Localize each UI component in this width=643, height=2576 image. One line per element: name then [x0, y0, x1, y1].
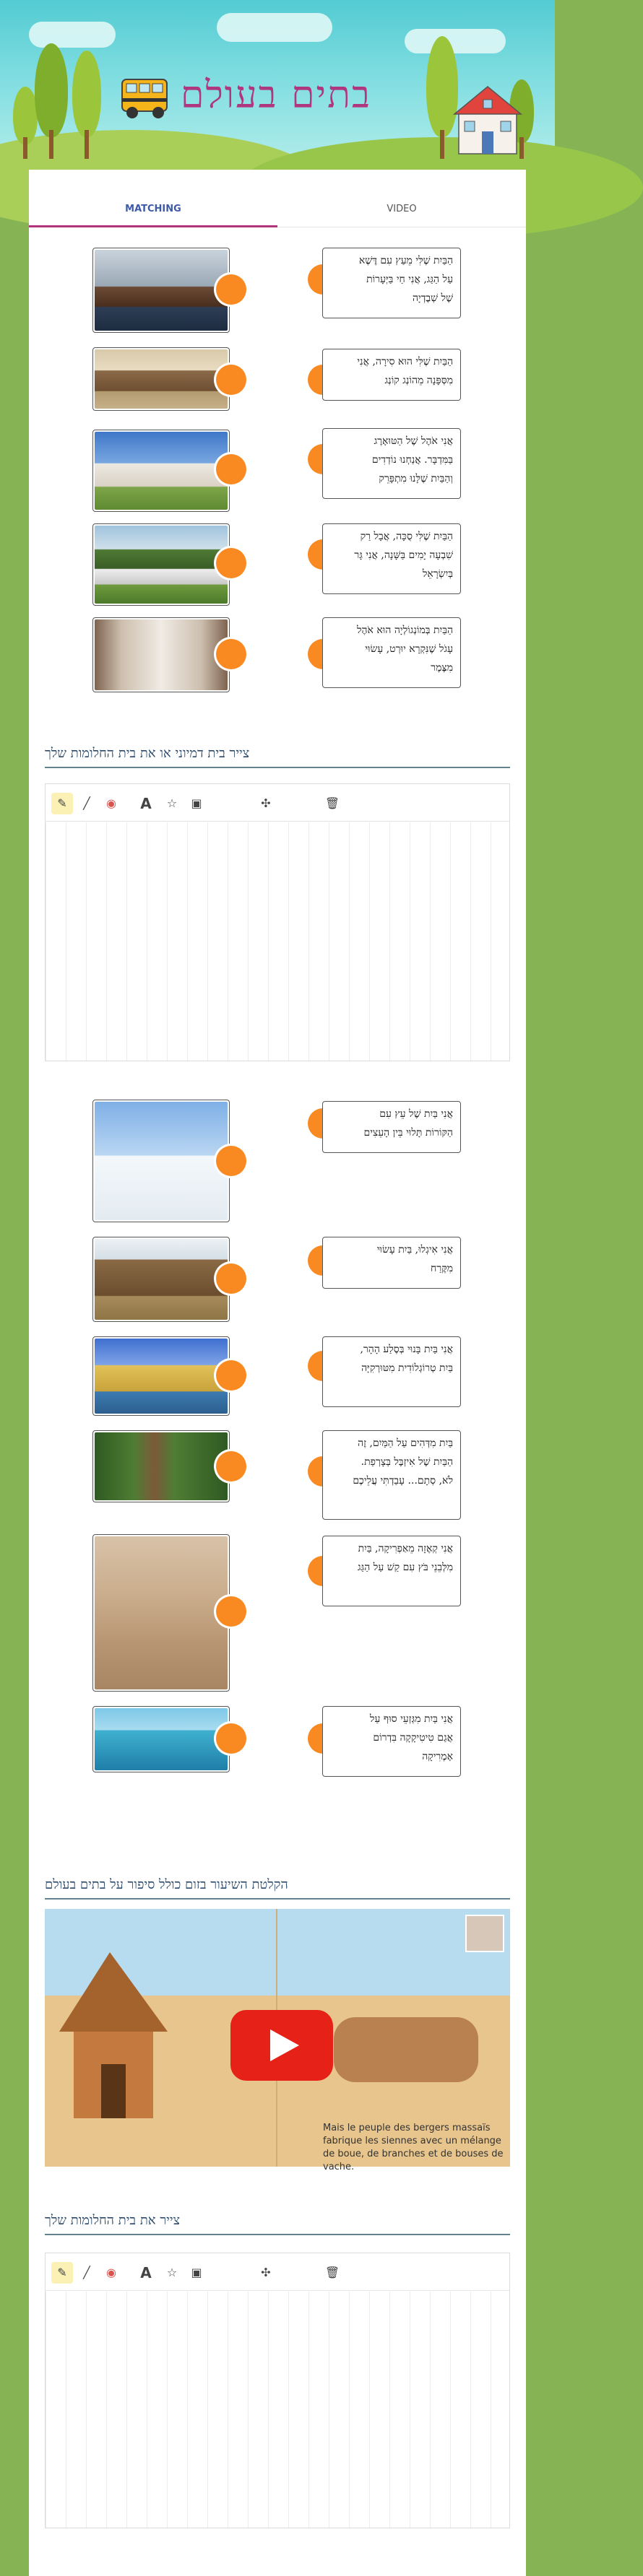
header-banner — [0, 0, 555, 170]
drawing-toolbar — [46, 784, 509, 822]
match-text-card[interactable]: אֲנִי אֹהֶל שֶׁל הַטּוּאָרֶג בַּמִּדְבָּר. אֲנַחְנוּ נוֹדְדִים וְהַבַּיִת שֶׁלָּנוּ מִתְפָּרֵק — [322, 428, 461, 499]
tree — [72, 51, 108, 159]
match-text-card[interactable]: הַבַּיִת שֶׁלִּי סֻכָּה, אֲבָל רַק שִׁבְעָה יָמִים בַּשָּׁנָה, אֲנִי גָּר בְּיִשְׂרָאֵל — [322, 523, 461, 594]
bedouin-tent-image — [95, 619, 228, 690]
match-text-card[interactable]: בַּיִת מִדְּהִים עַל הַמַּיִם, זֶה הַבַּיִת שֶׁל אִיזְבֶּל בְּצָרְפַת. לֹא, סְתָם... עָבַדְתִּי עֲלֵיכֶם — [322, 1430, 461, 1520]
match-image-sukkah — [92, 523, 230, 606]
brush-icon[interactable]: ╱ — [83, 796, 90, 810]
color-wheel-icon[interactable]: ◉ — [106, 2266, 116, 2279]
match-dot-left[interactable] — [216, 548, 246, 578]
match-text-card[interactable]: אֲנִי בַּיִת מִגְּזְעֵי סוּף עַל אֲגַם טִיטִיקָקָה בִּדְרוֹם אָמֶרִיקָה — [322, 1706, 461, 1777]
hut-image — [95, 1239, 228, 1320]
activity-panel — [29, 170, 526, 2576]
play-button[interactable] — [230, 2010, 333, 2081]
drawing-tool — [45, 783, 510, 1061]
sukkah-image — [95, 526, 228, 604]
match-image-treehouse — [92, 1430, 230, 1502]
match-dot-left[interactable] — [216, 454, 246, 484]
video-player[interactable] — [45, 1909, 510, 2172]
match-text-card[interactable]: הַבַּיִת שֶׁלִּי הוּא סִירָה, אֲנִי מִסְּפָּנָה מֵהוֹנְג קוֹנְג — [322, 349, 461, 401]
drawing-toolbar — [46, 2253, 509, 2291]
match-dot-left[interactable] — [216, 1360, 246, 1391]
yurt-image — [95, 432, 228, 510]
move-icon[interactable]: ✣ — [261, 2266, 271, 2279]
match-text-card[interactable]: אֲנִי אִיגְלוּ, בַּיִת עָשׂוּי מִקֶּרַח — [322, 1237, 461, 1289]
match-dot-left[interactable] — [216, 274, 246, 305]
text-icon[interactable]: A — [140, 2264, 152, 2281]
match-text-card[interactable]: אֲנִי בַּיִת שֶׁל עֵץ עִם הַקּוֹרוֹת תָּלוּי בֵּין הָעֵצִים — [322, 1101, 461, 1153]
presenter-avatar — [465, 1915, 504, 1952]
drawing-canvas[interactable] — [46, 2292, 509, 2528]
match-image-igloo — [92, 1100, 230, 1222]
tab-matching[interactable]: MATCHING — [29, 191, 277, 227]
match-dot-left[interactable] — [216, 1723, 246, 1754]
move-icon[interactable]: ✣ — [261, 796, 271, 810]
match-dot-left[interactable] — [216, 639, 246, 669]
match-dot-left[interactable] — [216, 1451, 246, 1481]
treehouse-image — [95, 1432, 228, 1500]
brush-icon[interactable]: ╱ — [83, 2266, 90, 2279]
match-image-bedouin-tent — [92, 617, 230, 692]
text-icon[interactable]: A — [140, 795, 152, 812]
tent-image — [95, 349, 228, 409]
page-title: בתים בעולם — [181, 74, 371, 117]
match-dot-left[interactable] — [216, 365, 246, 395]
pencil-icon[interactable]: ✎ — [51, 2262, 73, 2284]
trash-icon[interactable]: 🗑 — [324, 796, 340, 810]
match-dot-left[interactable] — [216, 1146, 246, 1176]
star-icon[interactable]: ☆ — [166, 796, 178, 810]
match-text-card[interactable]: הַבַּיִת שֶׁלִּי מֵעַץ עִם דֶּשֶׁא עַל הַגַּג, אֲנִי חַי בַּיְּעָרוֹת שֶׁל שְׁבֶדְיָה — [322, 248, 461, 318]
rock-houses-image — [95, 1536, 228, 1689]
cloud — [217, 13, 332, 42]
trash-icon[interactable]: 🗑 — [324, 2266, 340, 2279]
match-text-card[interactable]: אֲנִי קְאֶזָה מֵאַפְרִיקָה, בַּיִת מִלְּבֵנֵי בֹּץ עִם קַשׁ עַל הַגַּג — [322, 1536, 461, 1606]
match-image-water-house — [92, 1706, 230, 1772]
image-icon[interactable]: ▣ — [191, 2266, 202, 2279]
match-dot-left[interactable] — [216, 1263, 246, 1294]
tree — [35, 43, 71, 159]
house-illustration — [452, 79, 524, 155]
pencil-icon[interactable]: ✎ — [51, 793, 73, 814]
match-image-rock-houses — [92, 1534, 230, 1692]
section-title-draw-dream: צייר את בית החלומות שלך — [45, 2213, 510, 2235]
igloo-image — [95, 1102, 228, 1220]
video-caption: Mais le peuple des bergers massaïs fabrique les siennes avec un mélange de boue, de branches et de bouses de vache. — [323, 2123, 504, 2172]
school-bus-illustration — [119, 72, 177, 123]
water-house-image — [95, 1708, 228, 1770]
houseboat-image — [95, 250, 228, 331]
match-image-tent — [92, 347, 230, 411]
reed-houses-image — [95, 1339, 228, 1414]
match-dot-left[interactable] — [216, 1596, 246, 1627]
tab-bar — [29, 191, 526, 227]
match-text-card[interactable]: הַבַּיִת בְּמוֹנְגוֹלְיָה הוּא אֹהֶל עָגֹל שֶׁנִּקְרָא יוּרְט, עָשׂוּי מִצֶּמֶר — [322, 617, 461, 688]
tab-video[interactable]: VIDEO — [387, 204, 417, 214]
drawing-tool — [45, 2253, 510, 2528]
color-wheel-icon[interactable]: ◉ — [106, 796, 116, 810]
match-image-yurt — [92, 430, 230, 512]
section-title-draw-imaginary: צייר בית דמיוני או את בית החלומות שלך — [45, 746, 510, 768]
section-title-video: הקלטת השיעור בזום כולל סיפור על בתים בעולם — [45, 1877, 510, 1900]
match-image-houseboat — [92, 248, 230, 333]
match-image-hut — [92, 1237, 230, 1322]
drawing-canvas[interactable] — [46, 822, 509, 1061]
star-icon[interactable]: ☆ — [166, 2266, 178, 2279]
image-icon[interactable]: ▣ — [191, 796, 202, 810]
match-image-reed-houses — [92, 1336, 230, 1416]
match-text-card[interactable]: אֲנִי בַּיִת בָּנוּי בְּסֶלַע הָהָר, בַּיִת טְרוֹגְלוֹדִית מִטּוּרְקִיָּה — [322, 1336, 461, 1407]
